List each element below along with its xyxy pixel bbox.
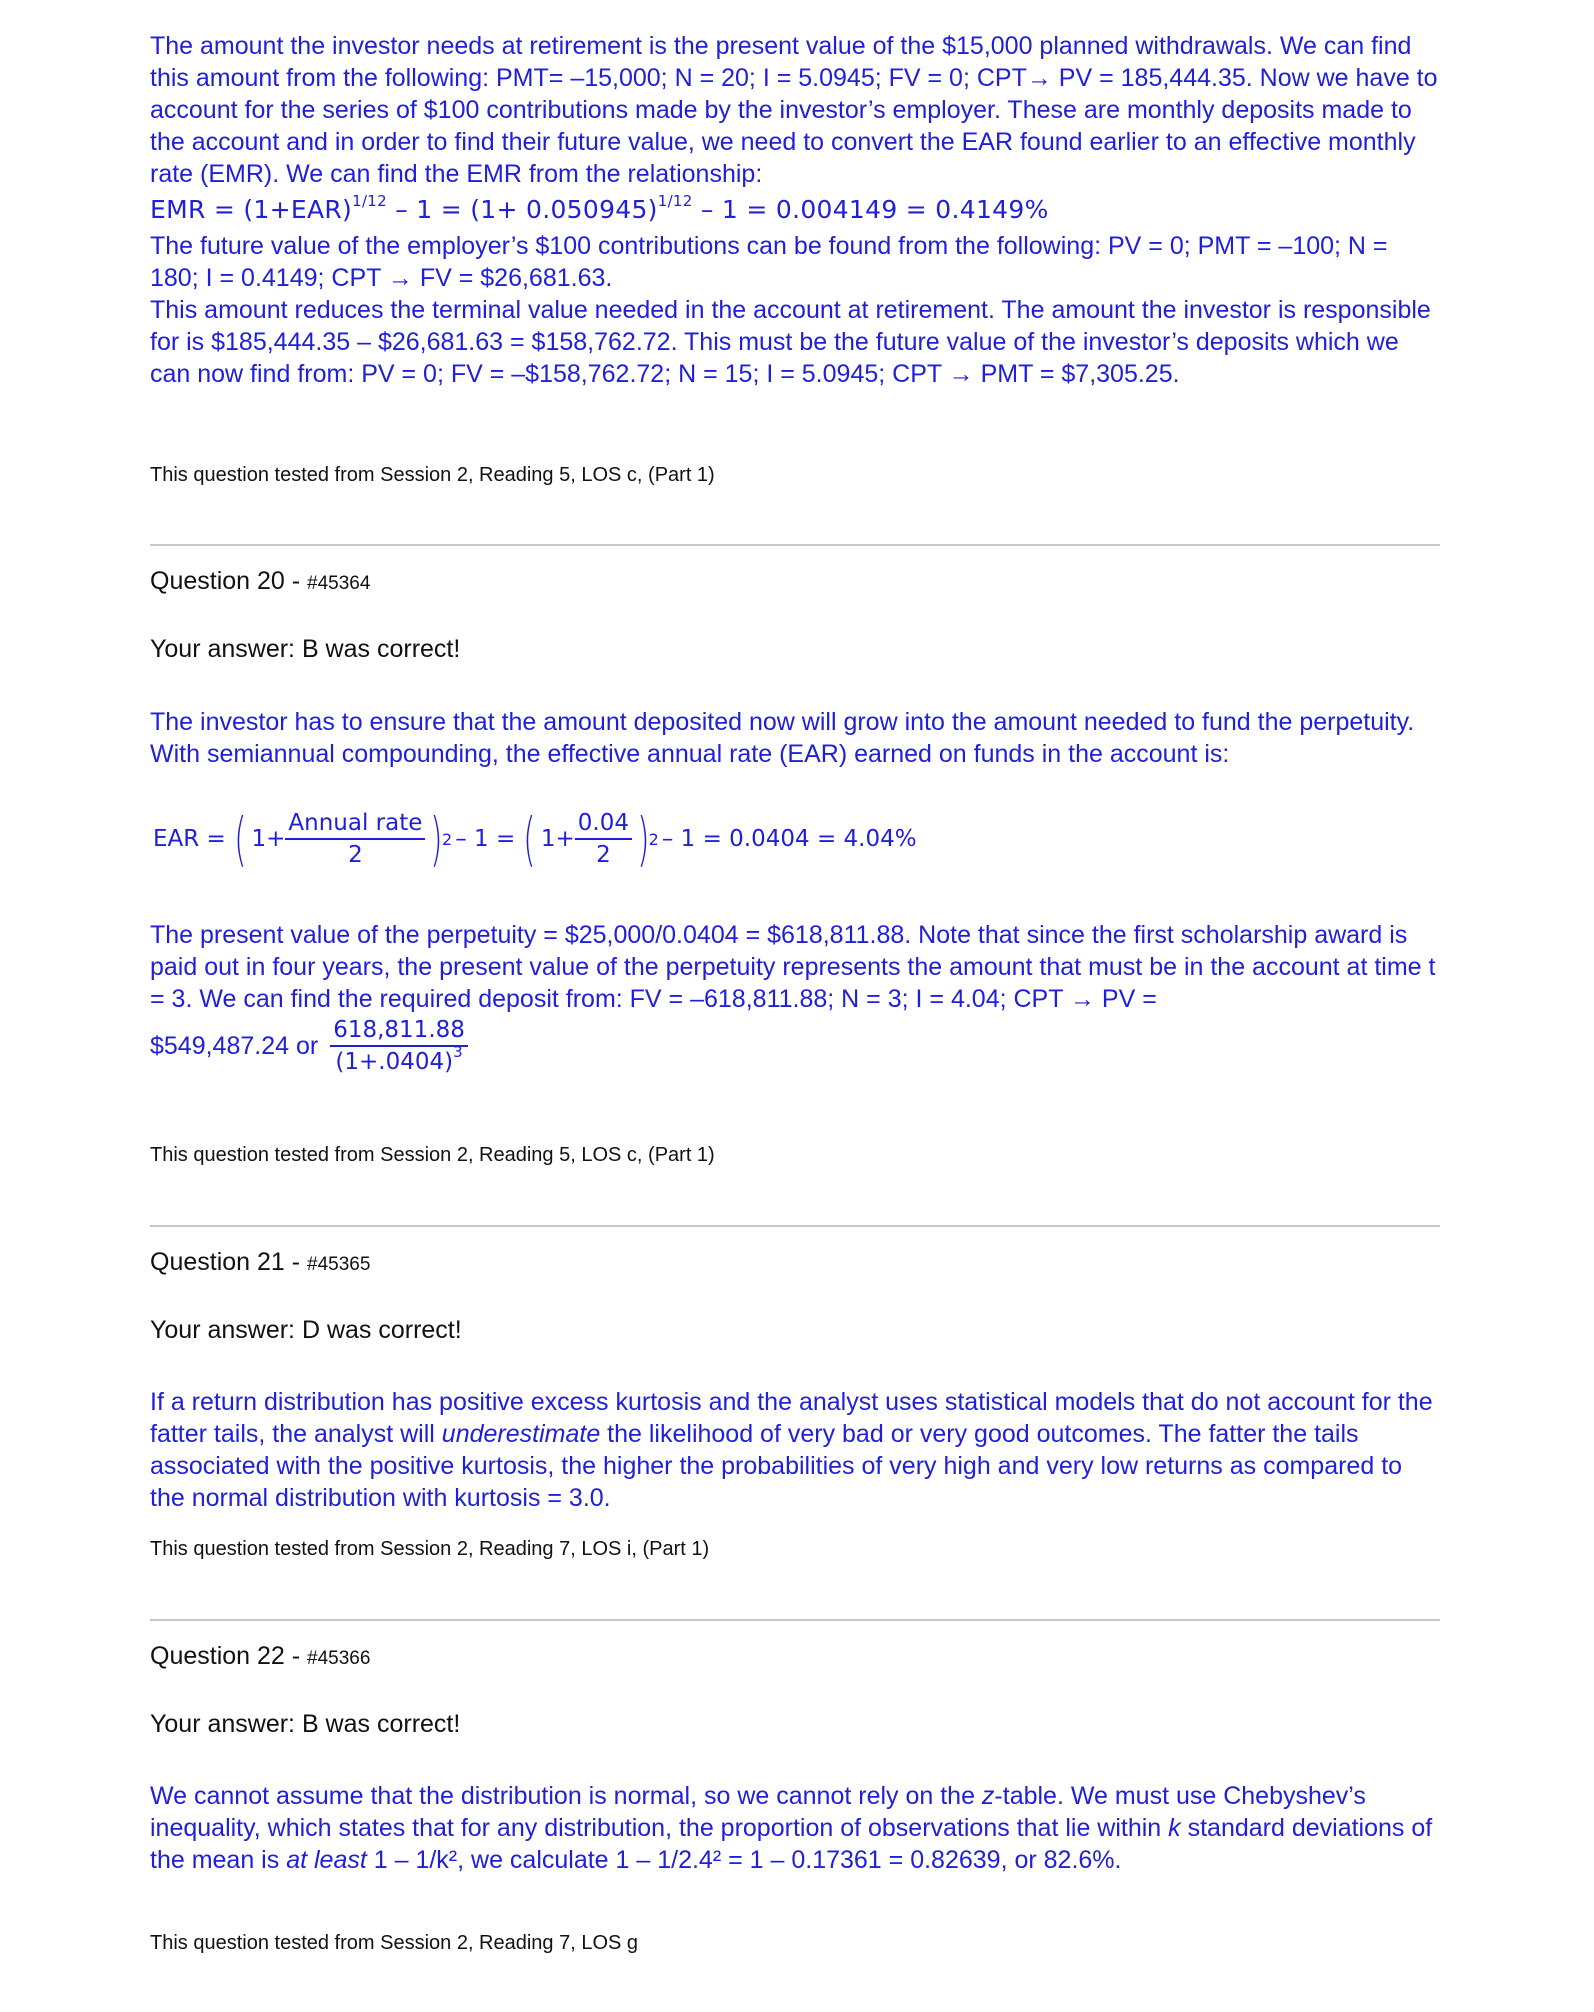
- pv-denominator-base: (1+.0404): [335, 1049, 454, 1075]
- right-paren-2: ): [637, 805, 650, 873]
- ear-result: – 1 = 0.0404 = 4.04%: [661, 826, 917, 852]
- q22-number: #45366: [307, 1648, 371, 1669]
- emr-exponent-1: 1/12: [352, 192, 387, 210]
- divider-2: [150, 1225, 1440, 1227]
- divider-3: [150, 1619, 1440, 1621]
- q21-paragraph-b: the likelihood of very bad or very good outcomes. The fatter the tails associated with the positive kurtosis, the higher the probabilities of very high and very low returns as compared to the normal distribution with kurtosis = 3.0.: [150, 1420, 1403, 1512]
- q22-tested-note: This question tested from Session 2, Reading 7, LOS g: [150, 1932, 639, 1954]
- q22-paragraph-c: standard deviations of the mean is: [150, 1814, 1433, 1874]
- minus-one-1: – 1 =: [455, 826, 516, 852]
- q22-heading: [150, 1642, 370, 1671]
- q22-heading-label: Question 22 -: [150, 1642, 308, 1670]
- one-plus-1: 1+: [251, 826, 286, 852]
- q22-k: k: [1168, 1814, 1181, 1842]
- pv-fraction: [330, 1015, 468, 1077]
- q19-paragraph-2: The future value of the employer’s $100 contributions can be found from the following: PV = 0; PMT = –100; N = 180; I = 0.4149; CPT → FV = $26,681.63.: [150, 232, 1388, 292]
- q20-number: #45364: [307, 573, 371, 594]
- pv-denominator: [335, 1043, 463, 1077]
- q20-answer: Your answer: B was correct!: [150, 635, 461, 663]
- q19-explanation: [150, 30, 1440, 390]
- q20-heading: [150, 567, 370, 596]
- divider-1: [150, 544, 1440, 546]
- fraction-1-numerator: Annual rate: [285, 808, 425, 840]
- q22-paragraph-a: We cannot assume that the distribution is normal, so we cannot rely on the: [150, 1782, 982, 1810]
- pv-exponent: 3: [453, 1043, 463, 1061]
- q22-paragraph-d: 1 – 1/k², we calculate 1 – 1/2.4² = 1 – 0.17361 = 0.82639, or 82.6%.: [366, 1846, 1122, 1874]
- q21-paragraph: [150, 1386, 1440, 1514]
- q21-paragraph-a: If a return distribution has positive excess kurtosis and the analyst uses statistical models that do not account for the fatter tails, the analyst will: [150, 1388, 1433, 1448]
- fraction-0-04: [575, 808, 632, 870]
- q22-paragraph: [150, 1780, 1440, 1876]
- emr-exponent-2: 1/12: [657, 192, 693, 210]
- square-1: 2: [442, 829, 453, 849]
- q21-heading-label: Question 21 -: [150, 1248, 308, 1276]
- q22-z: z: [981, 1782, 995, 1810]
- q22-paragraph-b: -table. We must use Chebyshev’s inequality, which states that for any distribution, the proportion of observations that lie within: [150, 1782, 1366, 1842]
- emr-left: EMR = (1+EAR): [150, 195, 353, 224]
- fraction-1-denominator: 2: [348, 842, 363, 868]
- q22-answer: Your answer: B was correct!: [150, 1710, 461, 1738]
- q19-paragraph-3: This amount reduces the terminal value needed in the account at retirement. The amount the investor is responsible for is $185,444.35 – $26,681.63 = $158,762.72. This must be the future value of the investor’s deposits which we can now find from: PV = 0; FV = –$158,762.72; N = 15; I = 5.0945; CPT → PMT = $7,305.25.: [150, 296, 1431, 388]
- emr-middle: – 1 = (1+ 0.050945): [387, 195, 658, 224]
- left-paren-1: (: [233, 805, 247, 873]
- pv-expression: [150, 1015, 468, 1077]
- emr-equation: [150, 194, 1440, 226]
- q20-paragraph-1: The investor has to ensure that the amount deposited now will grow into the amount needed to fund the perpetuity. With semiannual compounding, the effective annual rate (EAR) earned on funds in the account is:: [150, 708, 1415, 768]
- q21-number: #45365: [307, 1254, 371, 1275]
- fraction-annual-rate: [285, 808, 425, 870]
- q21-tested-note: This question tested from Session 2, Reading 7, LOS i, (Part 1): [150, 1538, 710, 1560]
- left-paren-2: (: [523, 805, 536, 873]
- emr-right: – 1 = 0.004149 = 0.4149%: [692, 195, 1049, 224]
- pv-numerator: 618,811.88: [330, 1015, 468, 1047]
- q20-paragraph-2: The present value of the perpetuity = $25,000/0.0404 = $618,811.88. Note that since the first scholarship award is paid out in four years, the present value of the perpetuity represents the amount that must be in the account at time t = 3. We can find the required deposit from: FV = –618,811.88; N = 3; I = 4.04; CPT → PV =: [150, 921, 1436, 1013]
- q19-tested-note: This question tested from Session 2, Reading 5, LOS c, (Part 1): [150, 464, 715, 486]
- fraction-2-numerator: 0.04: [575, 808, 632, 840]
- one-plus-2: 1+: [540, 826, 575, 852]
- ear-label: EAR =: [153, 826, 226, 852]
- pv-value: $549,487.24 or: [150, 1032, 319, 1060]
- q20-tested-note: This question tested from Session 2, Reading 5, LOS c, (Part 1): [150, 1144, 715, 1166]
- q19-paragraph-1: The amount the investor needs at retirement is the present value of the $15,000 planned withdrawals. We can find this amount from the following: PMT= –15,000; N = 20; I = 5.0945; FV = 0; CPT→ PV = 185,444.35. Now we have to account for the series of $100 contributions made by the investor’s employer. These are monthly deposits made to the account and in order to find their future value, we need to convert the EAR found earlier to an effective monthly rate (EMR). We can find the EMR from the relationship:: [150, 32, 1438, 188]
- q20-heading-label: Question 20 -: [150, 567, 308, 595]
- right-paren-1: ): [430, 805, 443, 873]
- q21-answer: Your answer: D was correct!: [150, 1316, 462, 1344]
- fraction-2-denominator: 2: [596, 842, 611, 868]
- square-2: 2: [648, 829, 659, 849]
- q21-emphasis: underestimate: [441, 1420, 601, 1448]
- ear-equation: [150, 805, 920, 873]
- q21-heading: [150, 1248, 370, 1277]
- q22-at-least: at least: [286, 1846, 367, 1874]
